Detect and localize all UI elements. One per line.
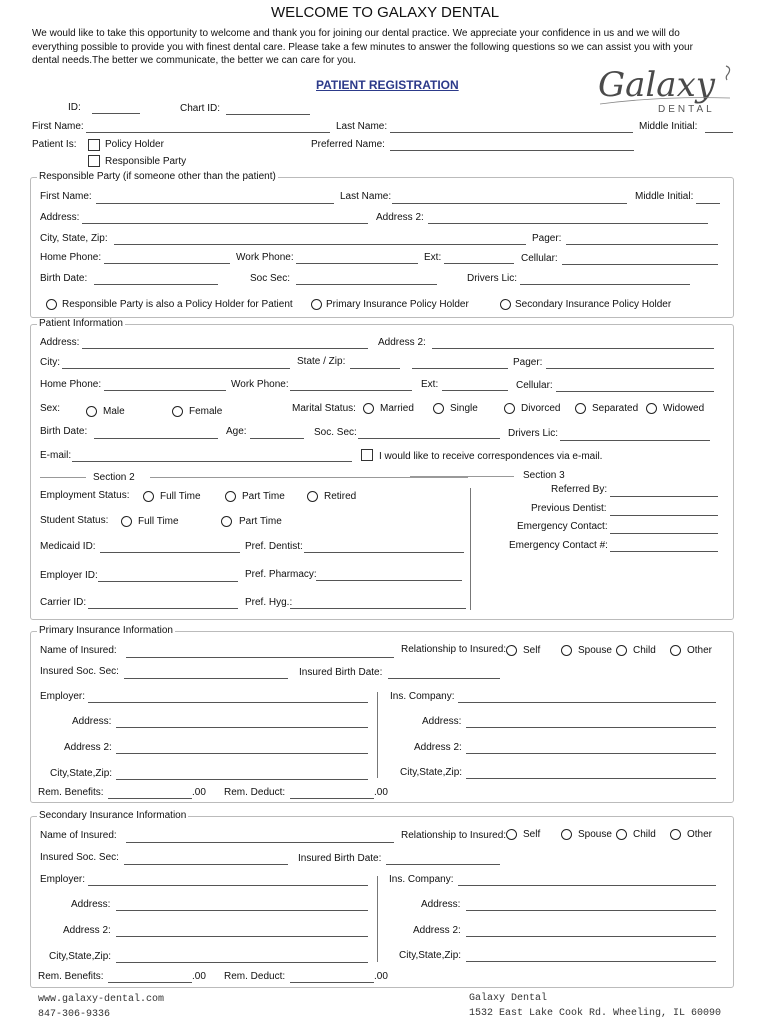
- student-status-label: Student Status:: [40, 515, 109, 526]
- resp-secondary-radio[interactable]: [500, 299, 511, 310]
- sec-insured-birth-date-field[interactable]: [386, 864, 500, 865]
- sec-rem-benefits-label: Rem. Benefits:: [38, 971, 104, 982]
- sec-other-radio[interactable]: [670, 829, 681, 840]
- last-name-label: Last Name:: [336, 121, 388, 132]
- pat-drivers-lic-field[interactable]: [560, 440, 710, 441]
- resp-last-name-field[interactable]: [392, 203, 627, 204]
- resp-birth-date-field[interactable]: [94, 284, 218, 285]
- pri-name-of-insured-field[interactable]: [126, 657, 394, 658]
- sec-ins-company-field[interactable]: [458, 885, 716, 886]
- pat-cellular-field[interactable]: [556, 391, 714, 392]
- pat-email-field[interactable]: [72, 461, 352, 462]
- pat-soc-sec-label: Soc. Sec:: [314, 427, 357, 438]
- resp-birth-date-label: Birth Date:: [40, 273, 88, 284]
- policy-holder-checkbox[interactable]: [88, 139, 100, 151]
- svg-text:DENTAL: DENTAL: [658, 104, 715, 115]
- emergency-contact-num-label: Emergency Contact #:: [509, 540, 608, 551]
- sec-rem-deduct-label: Rem. Deduct:: [224, 971, 286, 982]
- chart-id-field[interactable]: [226, 114, 310, 115]
- responsible-party-legend: Responsible Party (if someone other than the patient): [39, 171, 276, 182]
- pat-email-opt-label: I would like to receive correspondences via e-mail.: [379, 451, 603, 462]
- sec-child-label: Child: [633, 829, 656, 840]
- form-subtitle: PATIENT REGISTRATION: [316, 78, 459, 92]
- medicaid-id-field[interactable]: [100, 552, 240, 553]
- pat-cellular-label: Cellular:: [516, 380, 553, 391]
- sec-company-address-field[interactable]: [466, 910, 716, 911]
- sec-rem-benefits-cents: .00: [192, 971, 206, 982]
- pri-company-address2-label: Address 2:: [414, 742, 462, 753]
- pat-separated-radio[interactable]: [575, 403, 586, 414]
- preferred-name-label: Preferred Name:: [311, 139, 385, 150]
- sec-self-label: Self: [523, 829, 541, 840]
- resp-secondary-label: Secondary Insurance Policy Holder: [515, 299, 672, 310]
- pat-work-phone-label: Work Phone:: [231, 379, 289, 390]
- pri-child-radio[interactable]: [616, 645, 627, 656]
- pat-female-radio[interactable]: [172, 406, 183, 417]
- pri-name-of-insured-label: Name of Insured:: [40, 645, 117, 656]
- employer-id-field[interactable]: [98, 581, 238, 582]
- pat-age-field[interactable]: [250, 438, 304, 439]
- resp-home-phone-field[interactable]: [104, 263, 230, 264]
- referred-by-label: Referred By:: [551, 484, 608, 495]
- sec-address-field[interactable]: [116, 910, 368, 911]
- pat-ext-label: Ext:: [421, 379, 439, 390]
- pat-address-label: Address:: [40, 337, 80, 348]
- pref-pharmacy-field[interactable]: [316, 580, 462, 581]
- sec-company-city-state-zip-field[interactable]: [466, 961, 716, 962]
- resp-soc-sec-label: Soc Sec:: [250, 273, 291, 284]
- referred-by-field[interactable]: [610, 496, 718, 497]
- pat-birth-date-field[interactable]: [94, 438, 218, 439]
- resp-first-name-field[interactable]: [96, 203, 334, 204]
- pat-female-label: Female: [189, 406, 223, 417]
- first-name-field[interactable]: [86, 132, 330, 133]
- sec-relationship-label: Relationship to Insured:: [401, 830, 507, 841]
- sec-address2-field[interactable]: [116, 936, 368, 937]
- resp-drivers-lic-field[interactable]: [520, 284, 690, 285]
- resp-address2-field[interactable]: [428, 223, 708, 224]
- svg-text:Galaxy: Galaxy: [598, 65, 715, 105]
- sec-city-state-zip-field[interactable]: [116, 962, 368, 963]
- pat-ext-field[interactable]: [442, 390, 508, 391]
- pri-address2-field[interactable]: [116, 753, 368, 754]
- pat-pager-label: Pager:: [513, 357, 543, 368]
- page-title: WELCOME TO GALAXY DENTAL: [270, 4, 500, 21]
- policy-holder-label: Policy Holder: [105, 139, 164, 150]
- pat-work-phone-field[interactable]: [290, 390, 412, 391]
- pat-pager-field[interactable]: [546, 368, 714, 369]
- pri-address-field[interactable]: [116, 727, 368, 728]
- resp-cellular-field[interactable]: [562, 264, 718, 265]
- resp-drivers-lic-label: Drivers Lic:: [467, 273, 518, 284]
- pri-rem-deduct-label: Rem. Deduct:: [224, 787, 286, 798]
- sec-spouse-radio[interactable]: [561, 829, 572, 840]
- galaxy-dental-logo: [594, 60, 744, 116]
- pref-hyg-field[interactable]: [290, 608, 466, 609]
- resp-soc-sec-field[interactable]: [296, 284, 437, 285]
- emergency-contact-label: Emergency Contact:: [517, 521, 608, 532]
- section2-rule-left: [40, 477, 86, 478]
- sec-insured-soc-sec-label: Insured Soc. Sec:: [40, 852, 119, 863]
- footer-phone: 847-306-9336: [38, 1009, 111, 1020]
- resp-ext-label: Ext:: [424, 252, 442, 263]
- pref-dentist-label: Pref. Dentist:: [245, 541, 303, 552]
- pat-email-label: E-mail:: [40, 450, 72, 461]
- intro-text: We would like to take this opportunity to welcome and thank you for joining our dental practice. We appreciate your confidence in us and we will do everything possible to provide you with finest dental care. Please take a few minutes to answer the following questions so we can assist you with your dental needs.The better we communicate, the better we can care for you.: [32, 28, 693, 66]
- emp-part-time-radio[interactable]: [225, 491, 236, 502]
- pri-insured-soc-sec-field[interactable]: [124, 678, 288, 679]
- pri-insured-birth-date-label: Insured Birth Date:: [299, 667, 383, 678]
- pat-home-phone-label: Home Phone:: [40, 379, 102, 390]
- section3-rule: [410, 476, 514, 477]
- resp-primary-label: Primary Insurance Policy Holder: [326, 299, 469, 310]
- footer-website: www.galaxy-dental.com: [38, 994, 165, 1005]
- sec-insured-birth-date-label: Insured Birth Date:: [298, 853, 382, 864]
- pri-employer-label: Employer:: [40, 691, 86, 702]
- resp-city-state-zip-field[interactable]: [114, 244, 526, 245]
- pri-address-label: Address:: [72, 716, 112, 727]
- sec-city-state-zip-label: City,State,Zip:: [49, 951, 112, 962]
- sec-rem-deduct-cents: .00: [374, 971, 388, 982]
- pri-insured-soc-sec-label: Insured Soc. Sec:: [40, 666, 119, 677]
- id-label: ID:: [68, 102, 81, 113]
- pri-self-radio[interactable]: [506, 645, 517, 656]
- pref-pharmacy-label: Pref. Pharmacy:: [245, 569, 317, 580]
- pat-single-label: Single: [450, 403, 478, 414]
- pri-employer-field[interactable]: [88, 702, 368, 703]
- patient-info-legend: Patient Information: [39, 318, 123, 329]
- resp-pager-label: Pager:: [532, 233, 562, 244]
- section2-rule-right: [150, 477, 468, 478]
- resp-also-policy-radio[interactable]: [46, 299, 57, 310]
- pat-divorced-label: Divorced: [521, 403, 561, 414]
- pri-ins-company-field[interactable]: [458, 702, 716, 703]
- pat-city-field[interactable]: [62, 368, 290, 369]
- resp-middle-initial-field[interactable]: [696, 203, 720, 204]
- sec-self-radio[interactable]: [506, 829, 517, 840]
- pat-birth-date-label: Birth Date:: [40, 426, 88, 437]
- pri-company-city-state-zip-field[interactable]: [466, 778, 716, 779]
- pri-ins-company-label: Ins. Company:: [390, 691, 455, 702]
- sec-insured-soc-sec-field[interactable]: [124, 864, 288, 865]
- pat-age-label: Age:: [226, 426, 247, 437]
- sec-spouse-label: Spouse: [578, 829, 612, 840]
- pat-city-label: City:: [40, 357, 60, 368]
- section2-label: Section 2: [93, 472, 135, 483]
- pat-state-field[interactable]: [350, 368, 400, 369]
- pat-address2-field[interactable]: [432, 348, 714, 349]
- stu-full-time-radio[interactable]: [121, 516, 132, 527]
- stu-part-time-radio[interactable]: [221, 516, 232, 527]
- resp-first-name-label: First Name:: [40, 191, 92, 202]
- pat-address2-label: Address 2:: [378, 337, 426, 348]
- section3-label: Section 3: [523, 470, 565, 481]
- pri-rem-benefits-label: Rem. Benefits:: [38, 787, 104, 798]
- emp-full-time-label: Full Time: [160, 491, 201, 502]
- sec-rem-deduct-field[interactable]: [290, 982, 374, 983]
- resp-home-phone-label: Home Phone:: [40, 252, 102, 263]
- pat-male-label: Male: [103, 406, 125, 417]
- sec-employer-label: Employer:: [40, 874, 86, 885]
- stu-full-time-label: Full Time: [138, 516, 179, 527]
- responsible-party-label: Responsible Party: [105, 156, 187, 167]
- resp-address2-label: Address 2:: [376, 212, 424, 223]
- pat-sex-label: Sex:: [40, 403, 61, 414]
- resp-address-label: Address:: [40, 212, 80, 223]
- employment-status-label: Employment Status:: [40, 490, 130, 501]
- section-divider: [470, 488, 471, 610]
- sec-name-of-insured-label: Name of Insured:: [40, 830, 117, 841]
- patient-is-label: Patient Is:: [32, 139, 77, 150]
- sec-company-city-state-zip-label: City,State,Zip:: [399, 950, 462, 961]
- pat-widowed-radio[interactable]: [646, 403, 657, 414]
- pat-married-label: Married: [380, 403, 414, 414]
- pri-other-radio[interactable]: [670, 645, 681, 656]
- pat-marital-status-label: Marital Status:: [292, 403, 356, 414]
- resp-work-phone-label: Work Phone:: [236, 252, 294, 263]
- pri-city-state-zip-field[interactable]: [116, 779, 368, 780]
- previous-dentist-label: Previous Dentist:: [531, 503, 607, 514]
- emp-retired-radio[interactable]: [307, 491, 318, 502]
- sec-company-address-label: Address:: [421, 899, 461, 910]
- pri-spouse-label: Spouse: [578, 645, 612, 656]
- primary-insurance-legend: Primary Insurance Information: [39, 625, 173, 636]
- pri-other-label: Other: [687, 645, 713, 656]
- pri-company-address-label: Address:: [422, 716, 462, 727]
- footer-address: 1532 East Lake Cook Rd. Wheeling, IL 60090: [469, 1008, 722, 1019]
- carrier-id-field[interactable]: [88, 608, 238, 609]
- employer-id-label: Employer ID:: [40, 570, 98, 581]
- pat-drivers-lic-label: Drivers Lic:: [508, 428, 559, 439]
- medicaid-id-label: Medicaid ID:: [40, 541, 96, 552]
- pat-separated-label: Separated: [592, 403, 639, 414]
- pri-insured-birth-date-field[interactable]: [388, 678, 500, 679]
- pat-email-opt-checkbox[interactable]: [361, 449, 373, 461]
- pat-home-phone-field[interactable]: [104, 390, 226, 391]
- resp-work-phone-field[interactable]: [296, 263, 418, 264]
- pat-soc-sec-field[interactable]: [358, 438, 500, 439]
- pri-city-state-zip-label: City,State,Zip:: [50, 768, 113, 779]
- pri-rem-benefits-field[interactable]: [108, 798, 192, 799]
- resp-cellular-label: Cellular:: [521, 253, 558, 264]
- pat-address-field[interactable]: [82, 348, 368, 349]
- pat-married-radio[interactable]: [363, 403, 374, 414]
- middle-initial-label: Middle Initial:: [639, 121, 698, 132]
- resp-last-name-label: Last Name:: [340, 191, 392, 202]
- pri-spouse-radio[interactable]: [561, 645, 572, 656]
- sec-address2-label: Address 2:: [63, 925, 111, 936]
- sec-rem-benefits-field[interactable]: [108, 982, 192, 983]
- sec-company-address2-label: Address 2:: [413, 925, 461, 936]
- previous-dentist-field[interactable]: [610, 515, 718, 516]
- pri-address2-label: Address 2:: [64, 742, 112, 753]
- pri-child-label: Child: [633, 645, 656, 656]
- last-name-field[interactable]: [390, 132, 633, 133]
- sec-company-address2-field[interactable]: [466, 936, 716, 937]
- sec-address-label: Address:: [71, 899, 111, 910]
- pref-dentist-field[interactable]: [304, 552, 464, 553]
- emp-part-time-label: Part Time: [242, 491, 285, 502]
- pat-zip-field[interactable]: [412, 368, 508, 369]
- pat-widowed-label: Widowed: [663, 403, 705, 414]
- footer-name: Galaxy Dental: [469, 993, 548, 1004]
- pri-company-city-state-zip-label: City,State,Zip:: [400, 767, 463, 778]
- chart-id-label: Chart ID:: [180, 103, 221, 114]
- sec-child-radio[interactable]: [616, 829, 627, 840]
- responsible-party-checkbox[interactable]: [88, 155, 100, 167]
- pri-rem-deduct-field[interactable]: [290, 798, 374, 799]
- carrier-id-label: Carrier ID:: [40, 597, 87, 608]
- middle-initial-field[interactable]: [705, 132, 733, 133]
- sec-other-label: Other: [687, 829, 713, 840]
- pat-single-radio[interactable]: [433, 403, 444, 414]
- pri-relationship-label: Relationship to Insured:: [401, 644, 507, 655]
- sec-ins-company-label: Ins. Company:: [389, 874, 454, 885]
- sec-name-of-insured-field[interactable]: [126, 842, 394, 843]
- emp-full-time-radio[interactable]: [143, 491, 154, 502]
- first-name-label: First Name:: [32, 121, 84, 132]
- resp-primary-radio[interactable]: [311, 299, 322, 310]
- resp-pager-field[interactable]: [566, 244, 718, 245]
- emp-retired-label: Retired: [324, 491, 357, 502]
- sec-employer-field[interactable]: [88, 885, 368, 886]
- stu-part-time-label: Part Time: [239, 516, 282, 527]
- pat-male-radio[interactable]: [86, 406, 97, 417]
- emergency-contact-field[interactable]: [610, 533, 718, 534]
- pat-state-zip-label: State / Zip:: [297, 356, 346, 367]
- resp-address-field[interactable]: [82, 223, 368, 224]
- sec-divider: [377, 876, 378, 962]
- resp-city-state-zip-label: City, State, Zip:: [40, 233, 108, 244]
- pri-self-label: Self: [523, 645, 541, 656]
- resp-also-policy-label: Responsible Party is also a Policy Holder for Patient: [62, 299, 293, 310]
- resp-ext-field[interactable]: [444, 263, 514, 264]
- preferred-name-field[interactable]: [390, 150, 634, 151]
- secondary-insurance-legend: Secondary Insurance Information: [39, 810, 187, 821]
- id-field[interactable]: [92, 113, 140, 114]
- resp-middle-initial-label: Middle Initial:: [635, 191, 694, 202]
- pref-hyg-label: Pref. Hyg.:: [245, 597, 293, 608]
- pri-rem-benefits-cents: .00: [192, 787, 206, 798]
- pri-company-address-field[interactable]: [466, 727, 716, 728]
- emergency-contact-num-field[interactable]: [610, 551, 718, 552]
- pri-divider: [377, 692, 378, 778]
- pat-divorced-radio[interactable]: [504, 403, 515, 414]
- pri-rem-deduct-cents: .00: [374, 787, 388, 798]
- pri-company-address2-field[interactable]: [466, 753, 716, 754]
